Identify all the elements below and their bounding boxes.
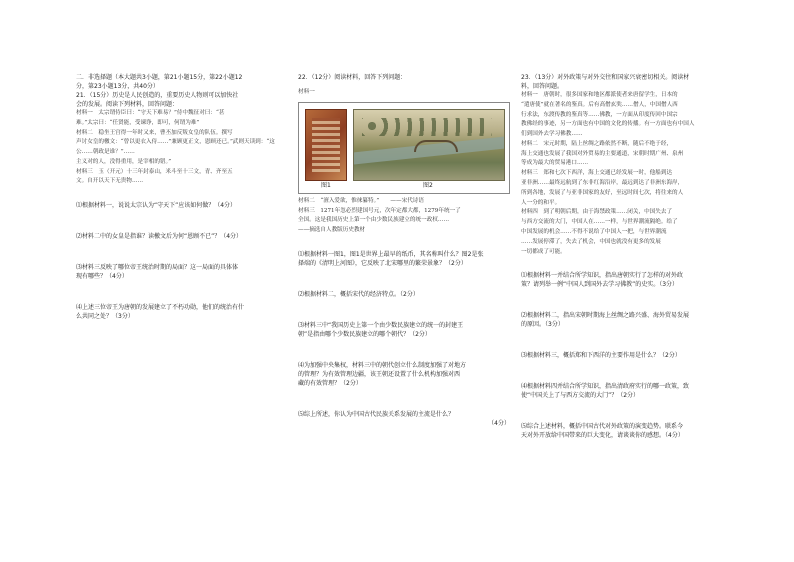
material-1-line: “遣唐使”就在著名的鉴真。后有高僧玄奘……僧人，中国僧人西 <box>521 101 678 108</box>
material-3-line: 材料三 郑和七次下西洋，海上交通已经发展一时，他船到达 <box>521 170 673 177</box>
paper-currency-image <box>305 109 347 181</box>
sub-question-4-cont: 使“中国关上了与西方交流的大门”？（2分） <box>521 392 640 400</box>
sub-question-1: ⑴根据材料一并结合所学知识，指出唐朝实行了怎样的对外政 <box>521 272 684 280</box>
material-1-line: 们到国外去学习佛教…… <box>521 131 583 138</box>
sub-question-1-cont: 择端的《清明上河图》，它反映了北宋哪里的繁荣景象？（2分） <box>298 259 467 267</box>
sub-question-4-cont: 么共同之处？（3分） <box>76 313 134 321</box>
material-3-line: 全国。这是我国历史上第一个由少数民族建立的统一政权…… <box>298 217 450 224</box>
material-2-line: 等成为最大的贸易港口…… <box>521 160 589 167</box>
sub-question-3: ⑶材料三反映了哪位帝王统治时期的局面？这一局面的具体体 <box>76 264 239 272</box>
section-title: 二．非选择题（本大题共3小题，第21小题15分，第22小题12 <box>76 74 243 81</box>
material-2-line: 材料二 “澶入爱欲，惟徕纂特。” ——宋代诗语 <box>298 197 424 204</box>
sub-question-2: ⑵根据材料二，概括宋代的经济特点。（2分） <box>298 290 419 298</box>
sub-question-4-cont: 的管理？为有效管理边疆，该王朝还设置了什么机构加强对西 <box>298 370 461 378</box>
question-22-column <box>298 73 510 428</box>
material-3-line: 所到各地，发展了与亚非国家的友好，至远时间七次，将往来的人 <box>521 189 684 196</box>
material-2-line: 公……朝政是谁？”…… <box>76 149 135 156</box>
material-3-line: 材料三 1271年忽必烈建国号元，次年定都大都，1279年统一了 <box>298 207 461 214</box>
sub-question-3-cont: 现有哪些？（4分） <box>76 273 128 281</box>
sub-question-1-cont: 策？请列举一例“中国人到国外去学习佛教”的史实。（3分） <box>521 281 679 289</box>
sub-question-2-cont: 的原因。（3分） <box>521 321 564 329</box>
figure-2-caption: 图2 <box>423 181 433 189</box>
sub-question-5: ⑸综合上述材料，概括中国古代对外政策的演变趋势。联系今 <box>521 423 684 431</box>
material-3-line: 材料三 玉（开元）十三年封泰山，米斗至十三文，青、齐至五 <box>76 168 233 175</box>
material-4-line: 与西方交流的大门，中国人在……一样，与世界潮流隔绝。给了 <box>521 219 678 226</box>
qingming-scroll-image <box>353 109 505 181</box>
material-2-line: 主义对的人，没得重用，是宰相的错。” <box>76 158 172 165</box>
material-3-line: 人一分的和平。 <box>521 199 561 206</box>
sub-question-4: ⑷根据材料四并结合所学知识，指出清政府实行的哪一政策，致 <box>521 383 690 391</box>
material-2-line: 海上交通也发展了我国对外贸易的主要通道，宋朝时期广州、泉州 <box>521 150 684 157</box>
figure-panel <box>298 102 510 194</box>
material-1-line: 材料一 唐朝时，很多国家和地区都派使者来唐留学生，日本的 <box>521 92 678 98</box>
sub-question-4: ⑷为加强中央集权，材料三中的朝代创立什么制度加强了对地方 <box>298 361 467 369</box>
material-4-line: 材料四 到了明朝后期，由于海禁政策……闭关，中国失去了 <box>521 209 673 216</box>
material-3-line: 亚非洲……最终远航到了东非红海沿岸，最远到达了非洲东海岸， <box>521 180 684 187</box>
material-2-line: 声讨女皇的檄文：“曾以更衣入侍……”兼顾更正文，恩顾还已。”武则天读到：“这 <box>76 139 275 146</box>
material-1-line: 材料一 太宗谓侍臣曰：“守天下难易？”侍中魏征对曰：“甚 <box>76 110 225 116</box>
sub-question-4: ⑷上述三位帝王为唐朝的发展建立了不朽功勋，他们的统治有什 <box>76 304 245 312</box>
section-title-cont: 分，第23小题13分，共40分） <box>76 83 159 90</box>
material-3-line: 文。自开以天下无贵物…… <box>76 178 144 185</box>
sub-question-1: ⑴根据材料一图1，图1是世界上最早的纸币，其名称叫什么？图2是张 <box>298 250 484 258</box>
q21-intro: 21．（15分）历史是人民创造的，重要历史人物则可以加快社 <box>76 92 239 99</box>
q21-intro-cont: 会的发展。阅读下列材料，回答问题： <box>76 101 179 108</box>
sub-question-3-cont: 朝”是指由哪个少数民族建立的哪个朝代？（2分） <box>298 330 431 338</box>
material-2-line: 材料二 宋元时期，陆上丝绸之路依然不断，随后不绝于经， <box>521 140 673 147</box>
material-2-line: 材料二 稳坐王宫得一年时又来，曹丕加反叛女皇的队伍。撰写 <box>76 129 233 136</box>
figure-1-caption: 图1 <box>321 181 331 189</box>
question-21-column <box>76 73 278 321</box>
q23-intro: 23．（13分）对外政策与对外交往和国家兴衰密切相关。阅读材 <box>521 74 690 81</box>
sub-question-2: ⑵材料二中的女皇是指谁？读檄文后为何“恩顾不已”？（4分） <box>76 233 243 241</box>
question-23-column <box>521 73 728 440</box>
material-4-line: ……发展停滞了，失去了机会，中国也就没有更多的发展 <box>521 238 661 245</box>
material-4-line: 中国发展的机会……不得不说给了中国人一把，与世界潮流 <box>521 228 667 235</box>
material-1-line: 行求法，东渡传教的鉴真等……佛教，一方面从印度传回中国宗 <box>521 111 678 118</box>
sub-question-3: ⑶根据材料三，概括郑和下西洋的主要作用是什么？（2分） <box>521 352 681 360</box>
sub-question-5-score: （4分） <box>488 419 510 427</box>
material-3-source: ——摘选自人教版历史教材 <box>298 227 366 234</box>
material-1-line: 教佛经的事迹，另一方面也有中国的文化的传播。有一方面也有中国人 <box>521 121 695 128</box>
sub-question-1: ⑴根据材料一，说说太宗认为“守天下”应该如何做？（4分） <box>76 202 237 210</box>
sub-question-5-cont: 天对外开放给中国带来的巨大变化，请谈谈你的感想。（4分） <box>521 432 684 440</box>
sub-question-4-cont: 藏的有效管理？（2分） <box>298 379 362 387</box>
sub-question-3: ⑶材料三中“我国历史上第一个由少数民族建立的统一的封建王 <box>298 321 464 329</box>
material-1-label: 材料一 <box>298 89 315 95</box>
sub-question-5: ⑸综上所述，你认为中国古代民族关系发展的主流是什么？ <box>298 410 455 418</box>
q23-intro-cont: 料，回答问题。 <box>521 83 564 90</box>
sub-question-2: ⑵根据材料二，指出宋朝时期海上丝绸之路兴盛、海外贸易发展 <box>521 312 690 320</box>
q22-intro: 22．（12分）阅读材料，回答下列问题： <box>298 74 407 81</box>
material-4-line: 一切都成了可能。 <box>521 248 566 255</box>
material-1-line: 难。”太宗曰：“任贤能，受谏诤，即可，何谓为难” <box>76 119 200 126</box>
